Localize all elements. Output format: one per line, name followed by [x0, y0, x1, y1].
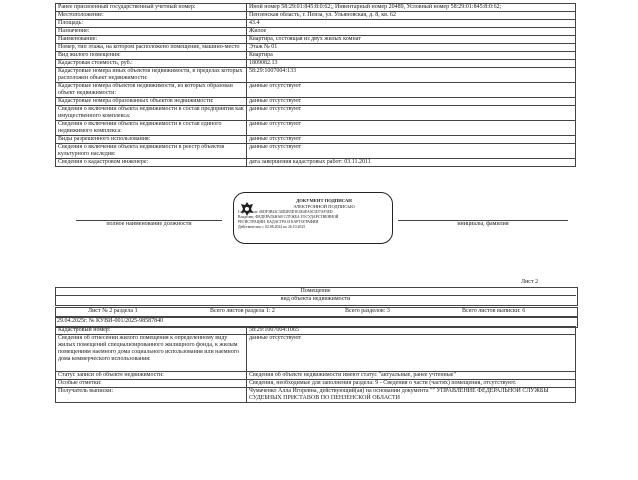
row-label: Сведения о включении объекта недвижимости в состав единого недвижимого комплекса: — [56, 121, 247, 136]
row-label: Площадь: — [56, 20, 247, 28]
table-row — [56, 388, 576, 403]
table-row — [56, 327, 576, 335]
sheet-no: Лист № 2 раздела 1 — [88, 308, 138, 314]
table-row — [56, 4, 576, 12]
table-row — [56, 121, 576, 136]
cad-number-value: 58:29:1007004:1065 — [247, 327, 576, 335]
row-label: Сведения об отнесении жилого помещения к определенному виду жилых помещений специализированного жилищного фонда, к жилым помещениям наемного дома социального использования или наемного дома коммерческого использования: — [56, 335, 247, 372]
row-label: Кадастровая стоимость, руб.: — [56, 60, 247, 68]
table-row — [56, 36, 576, 44]
row-value: данные отсутствуют — [247, 83, 576, 98]
row-label: Назначение: — [56, 28, 247, 36]
table-row — [56, 136, 576, 144]
table-row — [56, 106, 576, 121]
section-title: Помещение — [300, 288, 331, 294]
row-value: данные отсутствуют — [247, 121, 576, 136]
sheet-number-label: Лист 2 — [521, 279, 539, 285]
table-row — [56, 83, 576, 98]
row-value: Сведения об объекте недвижимости имеют статус "актуальные, ранее учтенные" — [247, 372, 576, 380]
date-reference: 29.04.2025г. № КУВИ-001/2025-98587840 — [57, 318, 164, 324]
row-value: Сведения, необходимые для заполнения раздела: 9 - Сведения о части (частях) помещения, отсутствуют. — [247, 380, 576, 388]
row-value: Жилое — [247, 28, 576, 36]
stamp-validity: Действителен: с 02.08.2024 по 26.10.2025 — [238, 225, 306, 229]
table-row — [56, 20, 576, 28]
row-value: Этаж № 01 — [247, 44, 576, 52]
table-row — [56, 60, 576, 68]
cad-number-label: Кадастровый номер: — [56, 327, 247, 335]
table-row — [56, 52, 576, 60]
row-label: Вид жилого помещения: — [56, 52, 247, 60]
electronic-signature-stamp — [233, 192, 393, 244]
row-value: 1809082.13 — [247, 60, 576, 68]
row-label: Наименование: — [56, 36, 247, 44]
row-label: Сведения о включении объекта недвижимости в реестр объектов культурного наследия: — [56, 144, 247, 159]
table-row — [56, 28, 576, 36]
row-label: Виды разрешенного использования: — [56, 136, 247, 144]
property-details-table — [55, 3, 576, 167]
row-value: данные отсутствуют — [247, 335, 576, 372]
table-row — [56, 159, 576, 167]
row-value: Квартира, состоящая из двух жилых комнат — [247, 36, 576, 44]
row-label: Местоположение: — [56, 12, 247, 20]
row-value: дата завершения кадастровых работ: 03.11.2011 — [247, 159, 576, 167]
extract-sheet-2 — [55, 326, 576, 403]
row-label: Статус записи об объекте недвижимости: — [56, 372, 247, 380]
position-caption: полное наименование должности — [106, 221, 192, 227]
row-label: Получатель выписки: — [56, 388, 247, 403]
row-label: Сведения о включении объекта недвижимости в состав предприятия как имущественного комплекса: — [56, 106, 247, 121]
table-row — [56, 68, 576, 83]
row-value: данные отсутствуют — [247, 106, 576, 121]
stamp-certificate: Сертификат: 00DF3B43C34D2B5D1E4E4EA0C5D7AF3ED — [238, 210, 333, 214]
stamp-title: ДОКУМЕНТ ПОДПИСАН — [296, 198, 352, 203]
table-row — [56, 335, 576, 372]
total-sheets-extract: Всего листов выписки: 6 — [462, 308, 526, 314]
row-label: Сведения о кадастровом инженере: — [56, 159, 247, 167]
row-label: Номер, тип этажа, на котором расположено помещение, машино-место — [56, 44, 247, 52]
extract-sheet-1 — [55, 3, 576, 167]
stamp-subtitle: ЭЛЕКТРОННОЙ ПОДПИСЬЮ — [293, 204, 355, 209]
total-sheets-section: Всего листов раздела 1: 2 — [210, 308, 275, 314]
name-caption: инициалы, фамилия — [457, 221, 509, 227]
row-label: Кадастровые номера иных объектов недвижимости, в пределах которых расположен объект недвижимости: — [56, 68, 247, 83]
table-row — [56, 144, 576, 159]
row-value: данные отсутствуют — [247, 98, 576, 106]
row-value: Пензенская область, г. Пенза, ул. Ульяновская, д. 8, кв. 62 — [247, 12, 576, 20]
stamp-owner-cont: РЕГИСТРАЦИИ, КАДАСТРА И КАРТОГРАФИИ — [238, 220, 319, 224]
row-value: данные отсутствуют — [247, 144, 576, 159]
total-sections: Всего разделов: 3 — [345, 308, 390, 314]
row-value: 43.4 — [247, 20, 576, 28]
row-value: Иной номер 58:29:01:845:8:0:62;, Инвентарный номер 20489, Условный номер 58:29:01:845:8:0:62; — [247, 4, 576, 12]
row-label: Кадастровые номера образованных объектов недвижимости: — [56, 98, 247, 106]
table-row — [56, 372, 576, 380]
table-row — [56, 44, 576, 52]
row-label: Особые отметки: — [56, 380, 247, 388]
stamp-owner: Владелец: ФЕДЕРАЛЬНАЯ СЛУЖБА ГОСУДАРСТВЕННОЙ — [238, 215, 339, 219]
row-value: данные отсутствуют — [247, 136, 576, 144]
section-subtitle: вид объекта недвижимости — [280, 296, 351, 302]
row-value: 58:29:1007004:133 — [247, 68, 576, 83]
stamp-details — [238, 210, 388, 230]
row-value: Квартира — [247, 52, 576, 60]
table-row — [56, 12, 576, 20]
property-status-table — [55, 326, 576, 403]
table-row — [56, 98, 576, 106]
row-label: Кадастровые номера объектов недвижимости, из которых образован объект недвижимости: — [56, 83, 247, 98]
table-row — [56, 380, 576, 388]
row-value: Чумаченко Алла Игоревна, действующий(ая) на основании документа "" УПРАВЛЕНИЕ ФЕДЕРАЛЬНОЙ СЛУЖБЫ СУДЕБНЫХ ПРИСТАВОВ ПО ПЕНЗЕНСКОЙ ОБЛАСТИ — [247, 388, 576, 403]
row-label: Ранее присвоенный государственный учетный номер: — [56, 4, 247, 12]
